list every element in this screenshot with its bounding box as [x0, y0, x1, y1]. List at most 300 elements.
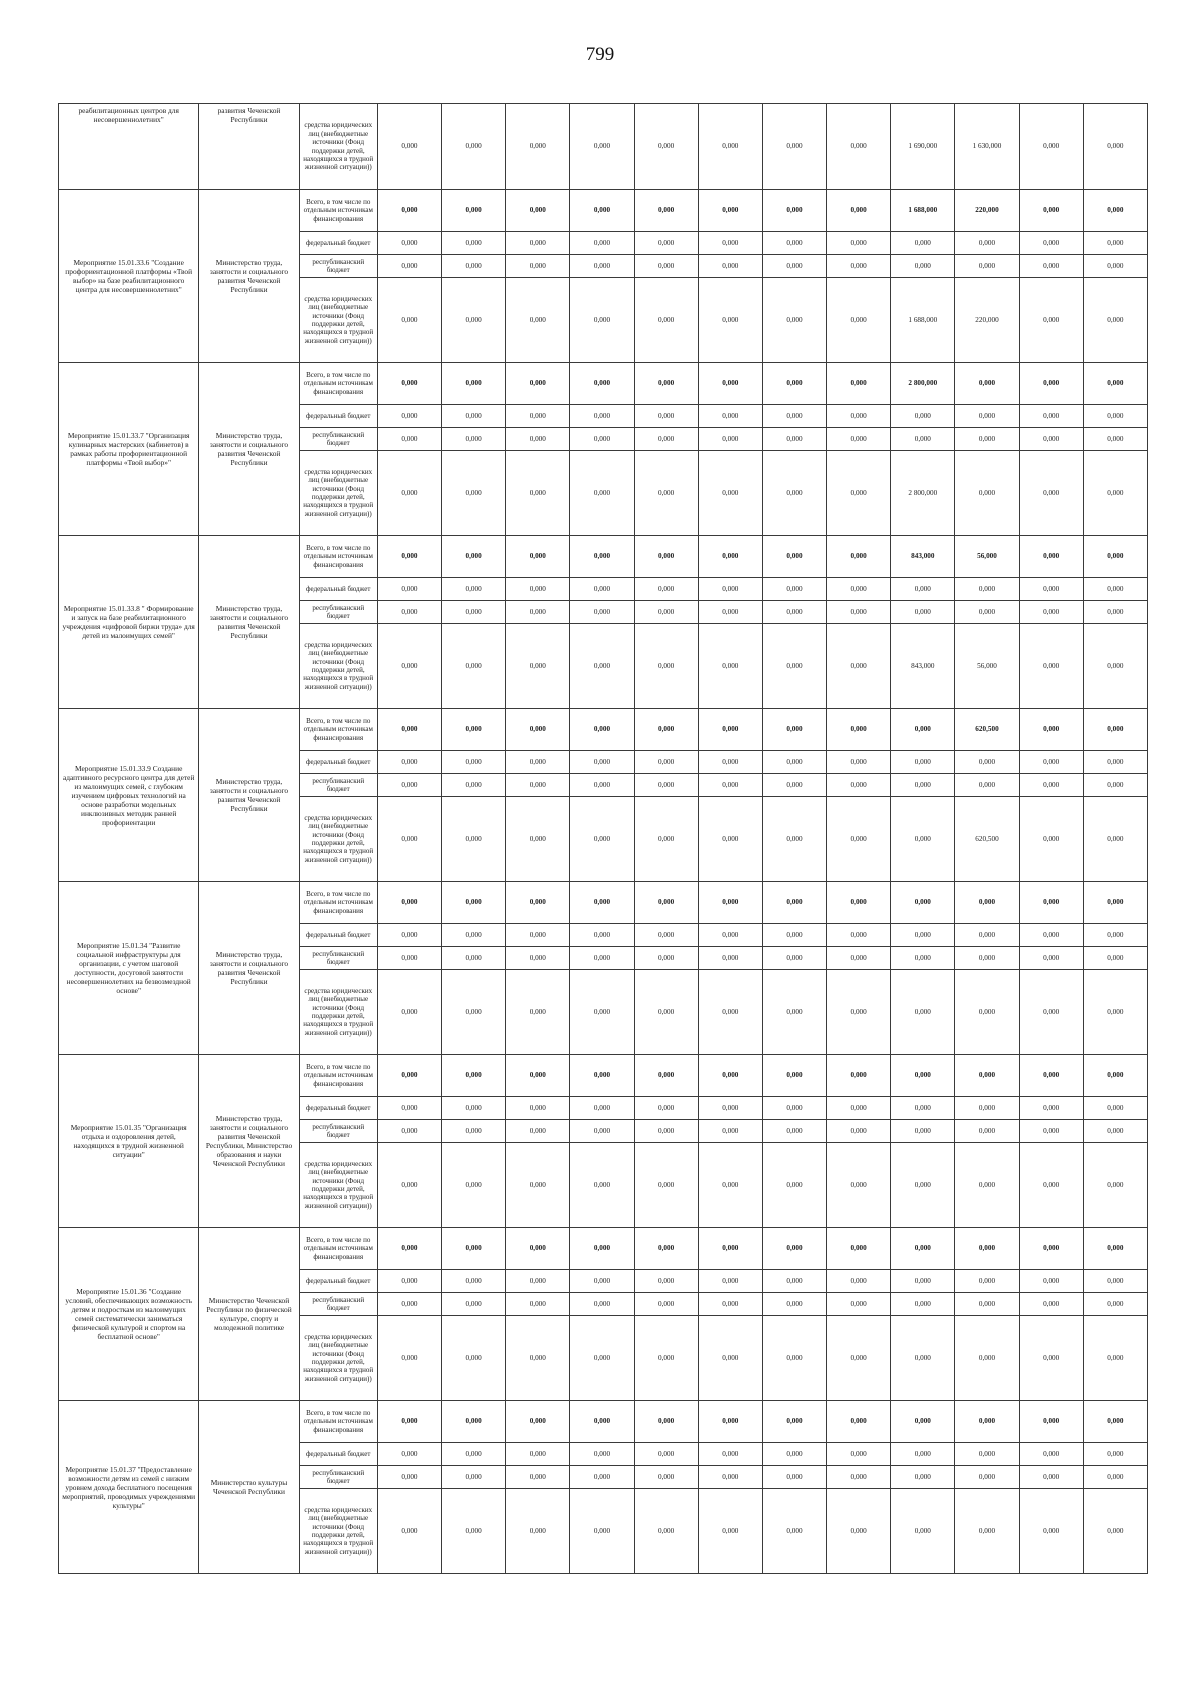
table-row-total	[59, 363, 1148, 405]
value-cell: 0,000	[634, 882, 698, 924]
value-cell: 0,000	[506, 1316, 570, 1401]
value-cell: 0,000	[1083, 1097, 1147, 1120]
value-cell: 0,000	[506, 1401, 570, 1443]
value-cell: 0,000	[827, 1443, 891, 1466]
value-cell: 0,000	[506, 278, 570, 363]
value-cell: 0,000	[1083, 1466, 1147, 1489]
value-cell: 0,000	[634, 1466, 698, 1489]
value-cell: 0,000	[698, 1401, 762, 1443]
value-cell: 0,000	[570, 1443, 634, 1466]
value-cell: 0,000	[891, 1120, 955, 1143]
value-cell: 0,000	[506, 924, 570, 947]
value-cell: 0,000	[1083, 924, 1147, 947]
value-cell: 0,000	[506, 428, 570, 451]
value-cell: 0,000	[955, 255, 1019, 278]
value-cell: 0,000	[698, 451, 762, 536]
value-cell: 0,000	[827, 1097, 891, 1120]
value-cell: 1 690,000	[891, 104, 955, 190]
value-cell: 0,000	[377, 882, 441, 924]
value-cell: 0,000	[506, 1143, 570, 1228]
responsible-cell: Министерство труда, занятости и социального развития Чеченской Республики, Министерство образования и науки Чеченской Республики	[199, 1055, 299, 1228]
value-cell: 0,000	[570, 601, 634, 624]
value-cell: 0,000	[506, 104, 570, 190]
value-cell: 0,000	[891, 709, 955, 751]
value-cell: 0,000	[762, 451, 826, 536]
value-cell: 0,000	[762, 970, 826, 1055]
value-cell: 0,000	[442, 1270, 506, 1293]
value-cell: 56,000	[955, 624, 1019, 709]
source-cell: республиканский бюджет	[299, 774, 377, 797]
value-cell: 0,000	[955, 1143, 1019, 1228]
value-cell: 0,000	[570, 947, 634, 970]
value-cell: 0,000	[570, 751, 634, 774]
value-cell: 620,500	[955, 797, 1019, 882]
value-cell: 0,000	[1083, 428, 1147, 451]
value-cell: 0,000	[955, 1270, 1019, 1293]
value-cell: 0,000	[634, 1228, 698, 1270]
value-cell: 0,000	[827, 774, 891, 797]
value-cell: 0,000	[698, 1293, 762, 1316]
value-cell: 0,000	[762, 255, 826, 278]
value-cell: 0,000	[506, 970, 570, 1055]
source-cell: средства юридических лиц (внебюджетные источники (Фонд поддержки детей, находящихся в трудной жизненной ситуации))	[299, 624, 377, 709]
value-cell: 0,000	[891, 428, 955, 451]
value-cell: 0,000	[827, 924, 891, 947]
value-cell: 0,000	[570, 1228, 634, 1270]
value-cell: 0,000	[1083, 1443, 1147, 1466]
value-cell: 0,000	[1019, 1466, 1083, 1489]
value-cell: 0,000	[634, 1316, 698, 1401]
value-cell: 0,000	[762, 1293, 826, 1316]
value-cell: 0,000	[377, 924, 441, 947]
value-cell: 0,000	[506, 1466, 570, 1489]
value-cell: 56,000	[955, 536, 1019, 578]
value-cell: 0,000	[1019, 451, 1083, 536]
table-row-total	[59, 1228, 1148, 1270]
value-cell: 0,000	[827, 797, 891, 882]
value-cell: 0,000	[955, 232, 1019, 255]
value-cell: 0,000	[955, 1120, 1019, 1143]
responsible-cell: Министерство труда, занятости и социального развития Чеченской Республики	[199, 536, 299, 709]
value-cell: 0,000	[827, 1466, 891, 1489]
value-cell: 0,000	[955, 363, 1019, 405]
value-cell: 0,000	[377, 1143, 441, 1228]
value-cell: 0,000	[442, 1293, 506, 1316]
value-cell: 0,000	[827, 232, 891, 255]
value-cell: 0,000	[506, 1055, 570, 1097]
value-cell: 0,000	[698, 1143, 762, 1228]
value-cell: 0,000	[634, 1097, 698, 1120]
value-cell: 0,000	[570, 104, 634, 190]
source-cell: Всего, в том числе по отдельным источникам финансирования	[299, 190, 377, 232]
value-cell: 0,000	[891, 751, 955, 774]
value-cell: 0,000	[698, 797, 762, 882]
value-cell: 0,000	[442, 1489, 506, 1574]
value-cell: 0,000	[570, 1055, 634, 1097]
value-cell: 0,000	[506, 1228, 570, 1270]
value-cell: 0,000	[698, 255, 762, 278]
value-cell: 0,000	[762, 751, 826, 774]
value-cell: 0,000	[891, 1143, 955, 1228]
value-cell: 0,000	[442, 1143, 506, 1228]
value-cell: 0,000	[698, 190, 762, 232]
value-cell: 0,000	[891, 1489, 955, 1574]
value-cell: 0,000	[698, 1055, 762, 1097]
value-cell: 0,000	[506, 774, 570, 797]
value-cell: 0,000	[1083, 578, 1147, 601]
source-cell: федеральный бюджет	[299, 578, 377, 601]
value-cell: 0,000	[1083, 774, 1147, 797]
value-cell: 0,000	[570, 624, 634, 709]
value-cell: 0,000	[698, 924, 762, 947]
value-cell: 0,000	[698, 624, 762, 709]
value-cell: 0,000	[1083, 363, 1147, 405]
source-cell: Всего, в том числе по отдельным источникам финансирования	[299, 1401, 377, 1443]
value-cell: 0,000	[634, 1293, 698, 1316]
value-cell: 0,000	[1019, 1120, 1083, 1143]
value-cell: 0,000	[955, 970, 1019, 1055]
value-cell: 0,000	[1019, 751, 1083, 774]
value-cell: 0,000	[891, 232, 955, 255]
value-cell: 0,000	[955, 601, 1019, 624]
value-cell: 0,000	[634, 1055, 698, 1097]
value-cell: 0,000	[1083, 797, 1147, 882]
source-cell: федеральный бюджет	[299, 1443, 377, 1466]
value-cell: 0,000	[506, 255, 570, 278]
value-cell: 0,000	[1019, 1228, 1083, 1270]
value-cell: 0,000	[762, 947, 826, 970]
value-cell: 0,000	[891, 255, 955, 278]
value-cell: 0,000	[827, 1120, 891, 1143]
value-cell: 0,000	[377, 1316, 441, 1401]
source-cell: средства юридических лиц (внебюджетные источники (Фонд поддержки детей, находящихся в трудной жизненной ситуации))	[299, 451, 377, 536]
value-cell: 0,000	[1019, 1316, 1083, 1401]
value-cell: 0,000	[377, 601, 441, 624]
value-cell: 0,000	[634, 797, 698, 882]
value-cell: 0,000	[570, 578, 634, 601]
value-cell: 0,000	[955, 924, 1019, 947]
value-cell: 0,000	[955, 1489, 1019, 1574]
value-cell: 0,000	[762, 882, 826, 924]
source-cell: Всего, в том числе по отдельным источникам финансирования	[299, 709, 377, 751]
value-cell: 0,000	[377, 1401, 441, 1443]
value-cell: 0,000	[377, 1055, 441, 1097]
value-cell: 0,000	[634, 451, 698, 536]
value-cell: 0,000	[698, 882, 762, 924]
value-cell: 0,000	[762, 1401, 826, 1443]
value-cell: 0,000	[506, 536, 570, 578]
value-cell: 0,000	[634, 709, 698, 751]
value-cell: 0,000	[442, 278, 506, 363]
value-cell: 0,000	[1083, 1401, 1147, 1443]
value-cell: 0,000	[1083, 451, 1147, 536]
value-cell: 0,000	[827, 624, 891, 709]
value-cell: 0,000	[1019, 255, 1083, 278]
value-cell: 0,000	[891, 970, 955, 1055]
source-cell: федеральный бюджет	[299, 1097, 377, 1120]
value-cell: 0,000	[1083, 751, 1147, 774]
event-cell: Мероприятие 15.01.33.8 " Формирование и запуск на базе реабилитационного учреждения «цифровой биржи труда» для детей из малоимущих семей"	[59, 536, 199, 709]
event-cell: Мероприятие 15.01.36 "Создание условий, обеспечивающих возможность детям и подросткам из малоимущих семей систематически заниматься физической культурой и спортом на бесплатной основе"	[59, 1228, 199, 1401]
value-cell: 0,000	[762, 536, 826, 578]
value-cell: 0,000	[891, 1443, 955, 1466]
value-cell: 0,000	[762, 1443, 826, 1466]
value-cell: 0,000	[762, 190, 826, 232]
value-cell: 0,000	[1019, 1097, 1083, 1120]
event-cell: Мероприятие 15.01.33.7 "Организация кулинарных мастерских (кабинетов) в рамках работы профориентационной платформы «Твой выбор»"	[59, 363, 199, 536]
value-cell: 0,000	[698, 278, 762, 363]
value-cell: 0,000	[827, 601, 891, 624]
value-cell: 0,000	[570, 1120, 634, 1143]
value-cell: 0,000	[377, 624, 441, 709]
value-cell: 0,000	[955, 774, 1019, 797]
source-cell: республиканский бюджет	[299, 601, 377, 624]
value-cell: 0,000	[891, 774, 955, 797]
value-cell: 0,000	[891, 1293, 955, 1316]
table-row-continued	[59, 104, 1148, 190]
table-row-total	[59, 882, 1148, 924]
source-cell: республиканский бюджет	[299, 255, 377, 278]
value-cell: 0,000	[570, 882, 634, 924]
value-cell: 0,000	[442, 578, 506, 601]
value-cell: 0,000	[827, 947, 891, 970]
value-cell: 0,000	[442, 924, 506, 947]
value-cell: 0,000	[955, 428, 1019, 451]
value-cell: 0,000	[698, 405, 762, 428]
source-cell: Всего, в том числе по отдельным источникам финансирования	[299, 536, 377, 578]
value-cell: 0,000	[570, 405, 634, 428]
value-cell: 0,000	[442, 1443, 506, 1466]
value-cell: 0,000	[1019, 104, 1083, 190]
value-cell: 0,000	[762, 1466, 826, 1489]
value-cell: 0,000	[442, 190, 506, 232]
value-cell: 0,000	[762, 624, 826, 709]
value-cell: 0,000	[377, 255, 441, 278]
value-cell: 0,000	[955, 1293, 1019, 1316]
value-cell: 0,000	[570, 232, 634, 255]
value-cell: 0,000	[377, 1443, 441, 1466]
source-cell: федеральный бюджет	[299, 751, 377, 774]
value-cell: 1 630,000	[955, 104, 1019, 190]
value-cell: 0,000	[1083, 1055, 1147, 1097]
source-cell: средства юридических лиц (внебюджетные источники (Фонд поддержки детей, находящихся в трудной жизненной ситуации))	[299, 278, 377, 363]
value-cell: 0,000	[827, 536, 891, 578]
value-cell: 0,000	[506, 451, 570, 536]
value-cell: 0,000	[891, 1097, 955, 1120]
value-cell: 0,000	[1083, 1120, 1147, 1143]
value-cell: 0,000	[891, 1055, 955, 1097]
source-cell: республиканский бюджет	[299, 1293, 377, 1316]
table-row-total	[59, 1055, 1148, 1097]
value-cell: 0,000	[955, 405, 1019, 428]
value-cell: 0,000	[698, 970, 762, 1055]
value-cell: 0,000	[698, 709, 762, 751]
value-cell: 0,000	[506, 232, 570, 255]
responsible-cell: Министерство Чеченской Республики по физической культуре, спорту и молодежной политике	[199, 1228, 299, 1401]
value-cell: 0,000	[762, 924, 826, 947]
value-cell: 0,000	[377, 190, 441, 232]
value-cell: 0,000	[1019, 970, 1083, 1055]
value-cell: 0,000	[506, 601, 570, 624]
value-cell: 0,000	[634, 924, 698, 947]
value-cell: 0,000	[762, 1270, 826, 1293]
value-cell: 0,000	[1083, 1228, 1147, 1270]
value-cell: 0,000	[506, 751, 570, 774]
value-cell: 0,000	[891, 405, 955, 428]
value-cell: 0,000	[570, 970, 634, 1055]
value-cell: 0,000	[442, 1401, 506, 1443]
value-cell: 0,000	[442, 947, 506, 970]
value-cell: 0,000	[762, 1055, 826, 1097]
value-cell: 0,000	[762, 601, 826, 624]
source-cell: средства юридических лиц (внебюджетные источники (Фонд поддержки детей, находящихся в трудной жизненной ситуации))	[299, 797, 377, 882]
value-cell: 0,000	[1019, 1443, 1083, 1466]
value-cell: 0,000	[1083, 104, 1147, 190]
source-cell: федеральный бюджет	[299, 405, 377, 428]
value-cell: 0,000	[1083, 278, 1147, 363]
value-cell: 0,000	[1019, 1489, 1083, 1574]
value-cell: 0,000	[1019, 924, 1083, 947]
value-cell: 0,000	[1019, 190, 1083, 232]
responsible-cell: Министерство культуры Чеченской Республики	[199, 1401, 299, 1574]
value-cell: 0,000	[891, 882, 955, 924]
value-cell: 0,000	[634, 751, 698, 774]
source-cell: федеральный бюджет	[299, 1270, 377, 1293]
value-cell: 0,000	[570, 428, 634, 451]
value-cell: 0,000	[634, 190, 698, 232]
value-cell: 0,000	[377, 797, 441, 882]
event-cell: реабилитационных центров для несовершеннолетних"	[59, 104, 199, 190]
value-cell: 0,000	[827, 970, 891, 1055]
value-cell: 0,000	[762, 1489, 826, 1574]
value-cell: 0,000	[827, 1316, 891, 1401]
value-cell: 0,000	[377, 232, 441, 255]
value-cell: 0,000	[827, 1270, 891, 1293]
value-cell: 0,000	[827, 882, 891, 924]
value-cell: 0,000	[762, 1316, 826, 1401]
value-cell: 0,000	[827, 405, 891, 428]
value-cell: 0,000	[827, 428, 891, 451]
value-cell: 0,000	[506, 947, 570, 970]
value-cell: 0,000	[442, 1316, 506, 1401]
value-cell: 0,000	[442, 1097, 506, 1120]
value-cell: 0,000	[570, 709, 634, 751]
value-cell: 0,000	[1019, 774, 1083, 797]
source-cell: республиканский бюджет	[299, 1466, 377, 1489]
value-cell: 0,000	[891, 601, 955, 624]
value-cell: 0,000	[377, 774, 441, 797]
value-cell: 0,000	[827, 709, 891, 751]
value-cell: 0,000	[762, 774, 826, 797]
value-cell: 0,000	[570, 1143, 634, 1228]
value-cell: 0,000	[698, 232, 762, 255]
value-cell: 0,000	[1019, 797, 1083, 882]
value-cell: 0,000	[698, 1466, 762, 1489]
value-cell: 0,000	[506, 882, 570, 924]
responsible-cell: развития Чеченской Республики	[199, 104, 299, 190]
value-cell: 0,000	[1019, 536, 1083, 578]
value-cell: 1 688,000	[891, 190, 955, 232]
value-cell: 0,000	[1083, 255, 1147, 278]
value-cell: 0,000	[1083, 1143, 1147, 1228]
value-cell: 0,000	[634, 428, 698, 451]
value-cell: 0,000	[698, 1120, 762, 1143]
value-cell: 0,000	[955, 1443, 1019, 1466]
value-cell: 0,000	[1019, 1270, 1083, 1293]
value-cell: 0,000	[827, 1489, 891, 1574]
value-cell: 0,000	[698, 428, 762, 451]
value-cell: 0,000	[1083, 1316, 1147, 1401]
value-cell: 0,000	[762, 797, 826, 882]
value-cell: 0,000	[698, 1316, 762, 1401]
value-cell: 0,000	[377, 104, 441, 190]
value-cell: 0,000	[442, 232, 506, 255]
source-cell: федеральный бюджет	[299, 924, 377, 947]
value-cell: 0,000	[827, 278, 891, 363]
value-cell: 0,000	[506, 578, 570, 601]
value-cell: 0,000	[570, 451, 634, 536]
value-cell: 0,000	[570, 363, 634, 405]
value-cell: 0,000	[762, 1097, 826, 1120]
table-row-total	[59, 709, 1148, 751]
value-cell: 0,000	[1083, 190, 1147, 232]
value-cell: 0,000	[442, 709, 506, 751]
value-cell: 0,000	[698, 1489, 762, 1574]
value-cell: 0,000	[698, 1270, 762, 1293]
value-cell: 0,000	[570, 1293, 634, 1316]
value-cell: 0,000	[955, 1466, 1019, 1489]
value-cell: 620,500	[955, 709, 1019, 751]
value-cell: 0,000	[442, 751, 506, 774]
value-cell: 0,000	[762, 1143, 826, 1228]
value-cell: 0,000	[570, 278, 634, 363]
value-cell: 0,000	[827, 1401, 891, 1443]
value-cell: 0,000	[827, 1055, 891, 1097]
value-cell: 0,000	[442, 451, 506, 536]
value-cell: 0,000	[634, 536, 698, 578]
value-cell: 0,000	[1019, 709, 1083, 751]
responsible-cell: Министерство труда, занятости и социального развития Чеченской Республики	[199, 882, 299, 1055]
value-cell: 843,000	[891, 536, 955, 578]
value-cell: 0,000	[891, 1316, 955, 1401]
value-cell: 0,000	[634, 405, 698, 428]
value-cell: 0,000	[1083, 947, 1147, 970]
value-cell: 0,000	[955, 578, 1019, 601]
table-body	[59, 104, 1148, 1574]
value-cell: 0,000	[827, 578, 891, 601]
source-cell: республиканский бюджет	[299, 1120, 377, 1143]
value-cell: 0,000	[377, 1293, 441, 1316]
value-cell: 0,000	[442, 1120, 506, 1143]
value-cell: 0,000	[506, 1097, 570, 1120]
value-cell: 0,000	[506, 1443, 570, 1466]
value-cell: 0,000	[1019, 405, 1083, 428]
value-cell: 0,000	[698, 1097, 762, 1120]
responsible-cell: Министерство труда, занятости и социального развития Чеченской Республики	[199, 190, 299, 363]
value-cell: 0,000	[827, 451, 891, 536]
table-row-total	[59, 190, 1148, 232]
value-cell: 0,000	[762, 428, 826, 451]
value-cell: 0,000	[955, 1401, 1019, 1443]
source-cell: Всего, в том числе по отдельным источникам финансирования	[299, 363, 377, 405]
value-cell: 0,000	[698, 601, 762, 624]
financing-table	[58, 103, 1148, 1574]
value-cell: 0,000	[570, 1401, 634, 1443]
value-cell: 0,000	[698, 363, 762, 405]
value-cell: 0,000	[634, 624, 698, 709]
value-cell: 0,000	[442, 363, 506, 405]
value-cell: 0,000	[634, 947, 698, 970]
